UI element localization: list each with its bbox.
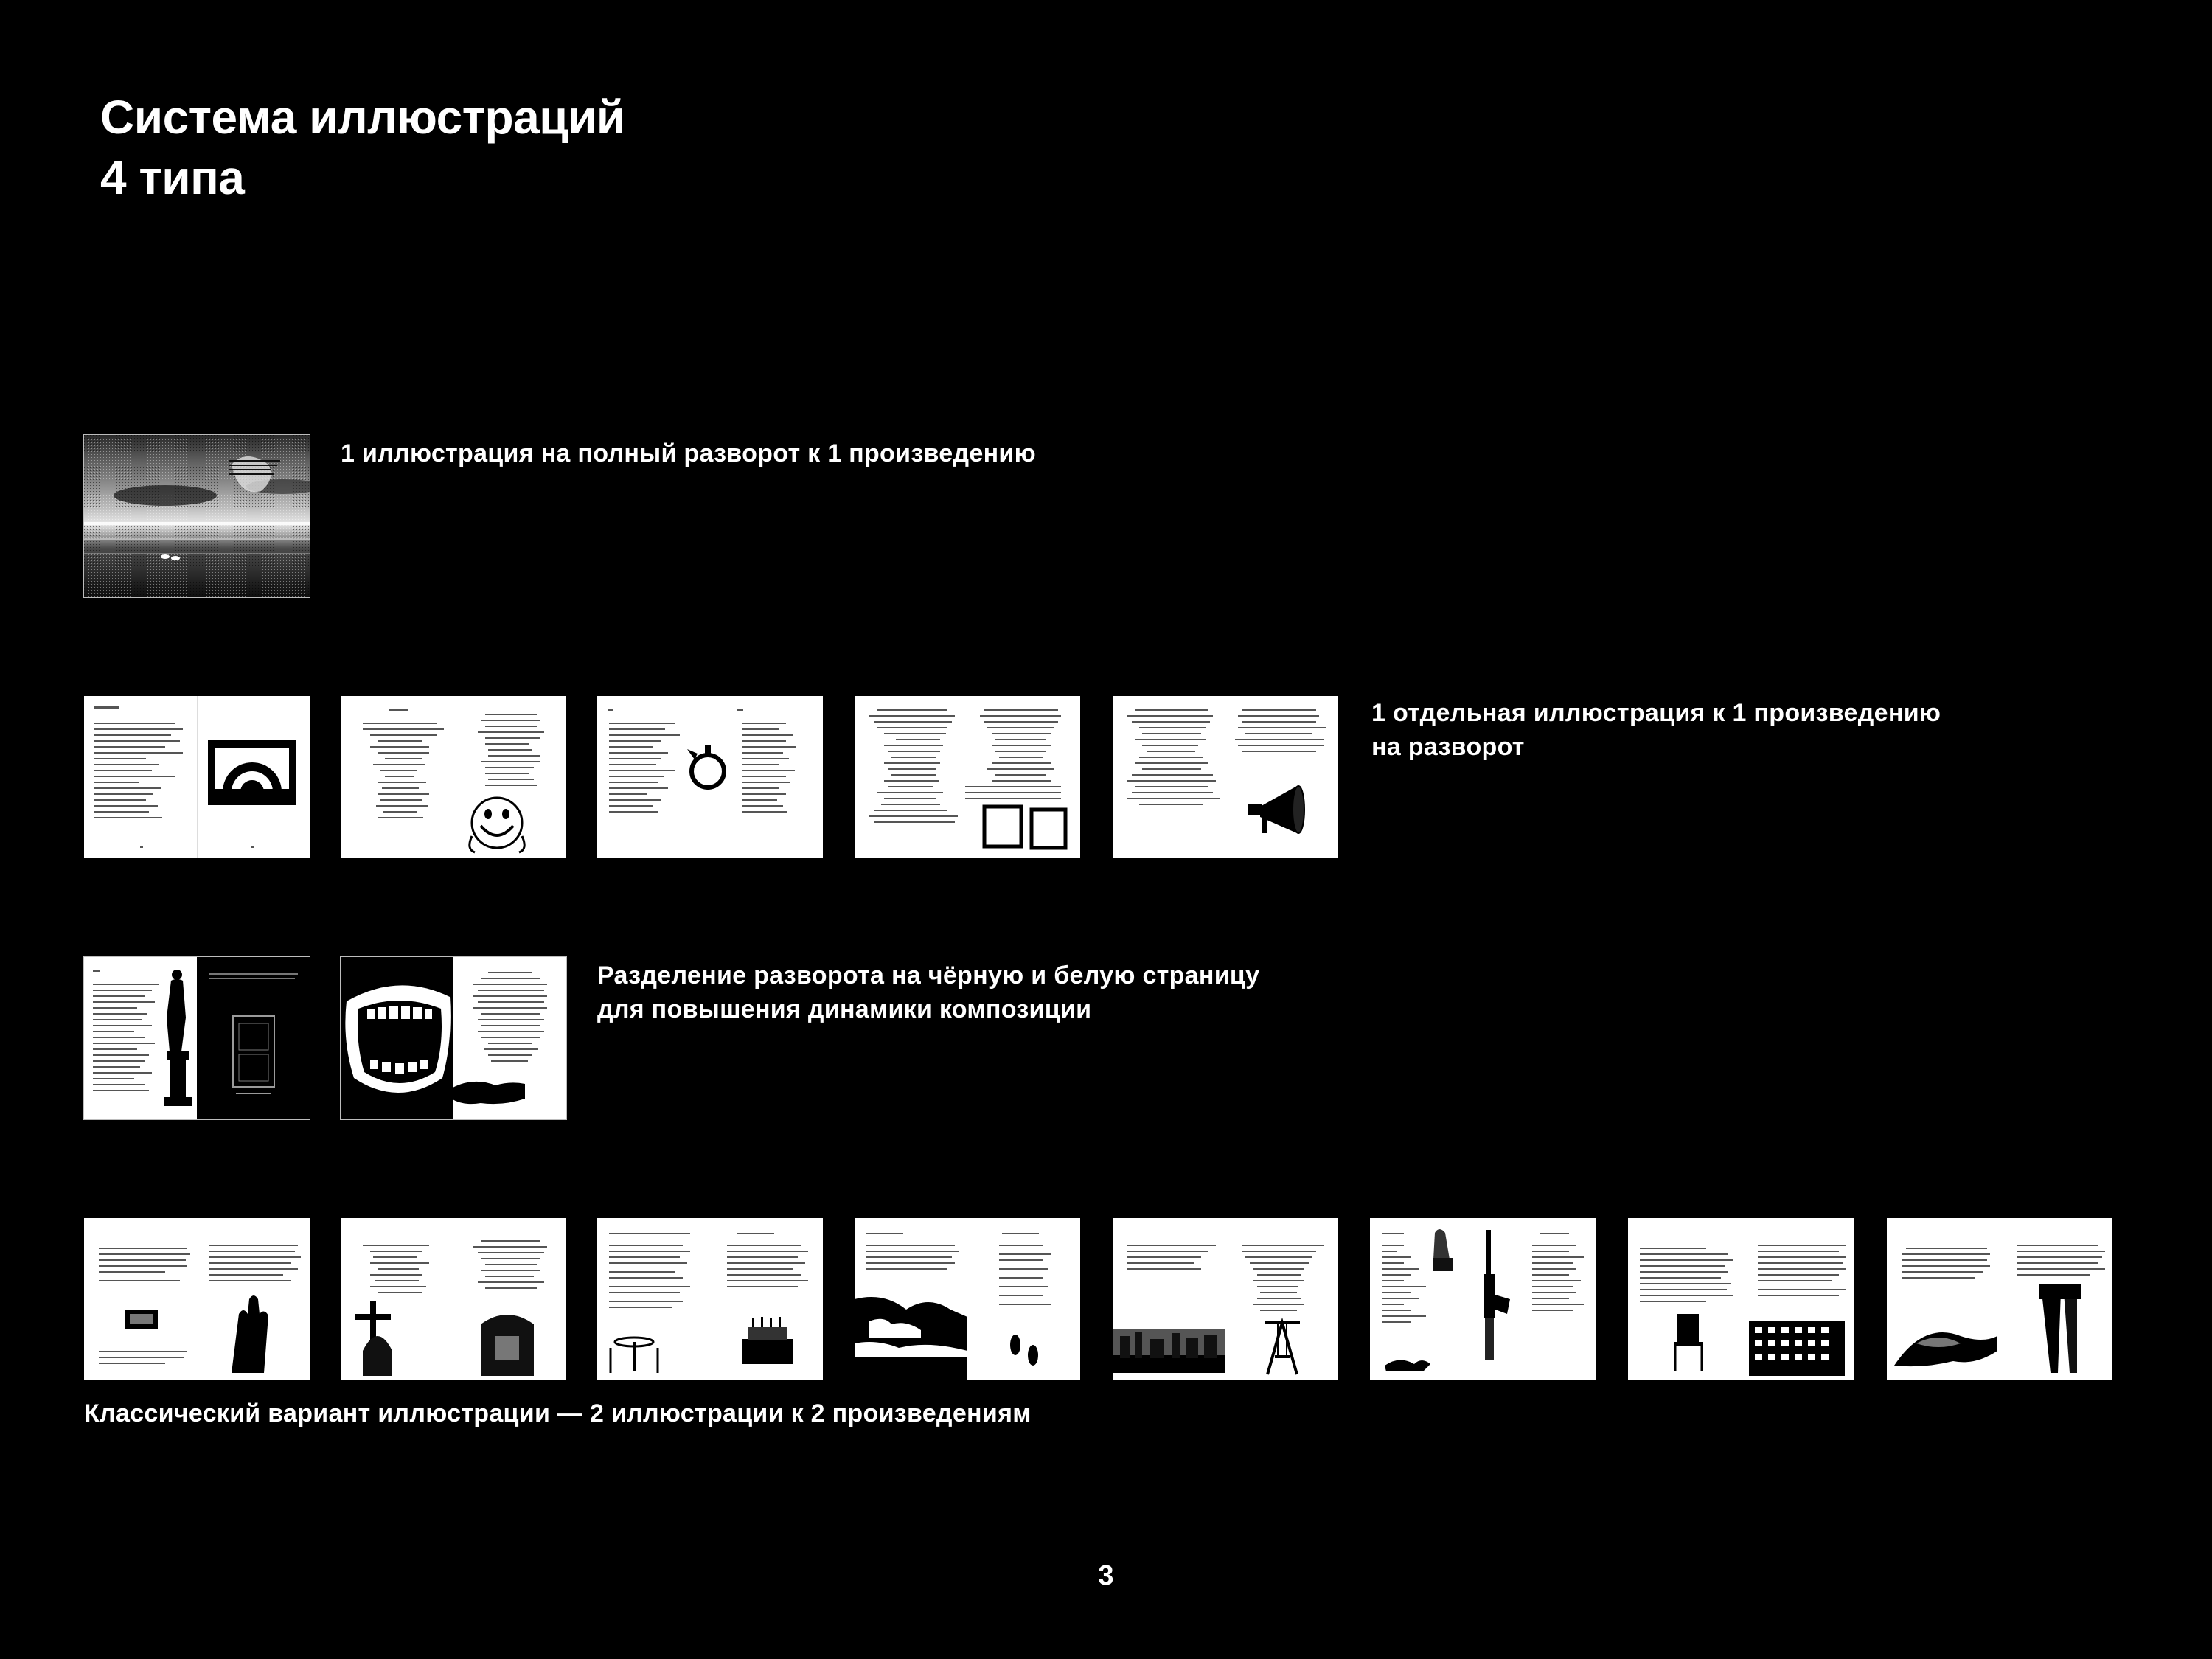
spread-thumbnail-megaphone [1113, 696, 1338, 858]
spread-thumbnail-hand-rifle [1370, 1218, 1596, 1380]
spread-thumbnail-money-hand [84, 1218, 310, 1380]
ring-grenade-illustration [597, 696, 823, 858]
spread-thumbnail-statue-door [84, 957, 310, 1119]
caption-type-2-line-2: на разворот [1371, 733, 1525, 761]
spread-thumbnail-cafe-cake [597, 1218, 823, 1380]
cafe-table-and-cake-illustration [597, 1218, 823, 1380]
spread-thumbnail-landscape-footprints [855, 1218, 1080, 1380]
caption-type-1-text: 1 иллюстрация на полный разворот к 1 произведению [341, 439, 1036, 467]
caption-type-4-text: Классический вариант иллюстрации — 2 иллюстрации к 2 произведениям [84, 1399, 1032, 1427]
chair-and-apartment-block-illustration [1628, 1218, 1854, 1380]
title-line-2: 4 типа [100, 151, 245, 204]
smiley-face-illustration [341, 696, 566, 858]
title-line-1: Система иллюстраций [100, 91, 625, 144]
caption-type-1 [341, 437, 1036, 470]
spread-thumbnail-chair-building [1628, 1218, 1854, 1380]
caption-type-3 [597, 959, 1259, 1026]
cross-and-tombstone-illustration [341, 1218, 566, 1380]
statue-and-door-illustration [84, 957, 310, 1119]
spread-thumbnail-cross-tombstone [341, 1218, 566, 1380]
page-title [100, 87, 625, 208]
ornate-frame-arch-illustration [84, 696, 310, 858]
landscape-and-footprints-illustration [855, 1218, 1080, 1380]
reclining-figure-and-legs-illustration [1887, 1218, 2112, 1380]
spread-thumbnail-mouth-handshake [341, 957, 566, 1119]
caption-type-2 [1371, 696, 1941, 764]
two-empty-frames-illustration [855, 696, 1080, 858]
sunset-lake-illustration [84, 435, 310, 597]
caption-type-3-line-2: для повышения динамики композиции [597, 995, 1092, 1023]
caption-type-3-line-1: Разделение разворота на чёрную и белую страницу [597, 961, 1260, 990]
spread-thumbnail-frames [855, 696, 1080, 858]
caption-type-4 [84, 1397, 1032, 1430]
spread-thumbnail-frame-arch [84, 696, 310, 858]
spread-thumbnail-ring [597, 696, 823, 858]
megaphone-illustration [1113, 696, 1338, 858]
spread-thumbnail-smiley [341, 696, 566, 858]
spread-thumbnail-reclining-legs [1887, 1218, 2112, 1380]
hand-and-rifle-illustration [1370, 1218, 1596, 1380]
money-and-hand-illustration [84, 1218, 310, 1380]
open-mouth-handshake-illustration [341, 957, 566, 1119]
spread-thumbnail-sunset [84, 435, 310, 597]
caption-type-2-line-1: 1 отдельная иллюстрация к 1 произведению [1371, 699, 1941, 727]
skyline-and-swing-illustration [1113, 1218, 1338, 1380]
page-number: 3 [1098, 1560, 1114, 1591]
spread-thumbnail-skyline-swing [1113, 1218, 1338, 1380]
